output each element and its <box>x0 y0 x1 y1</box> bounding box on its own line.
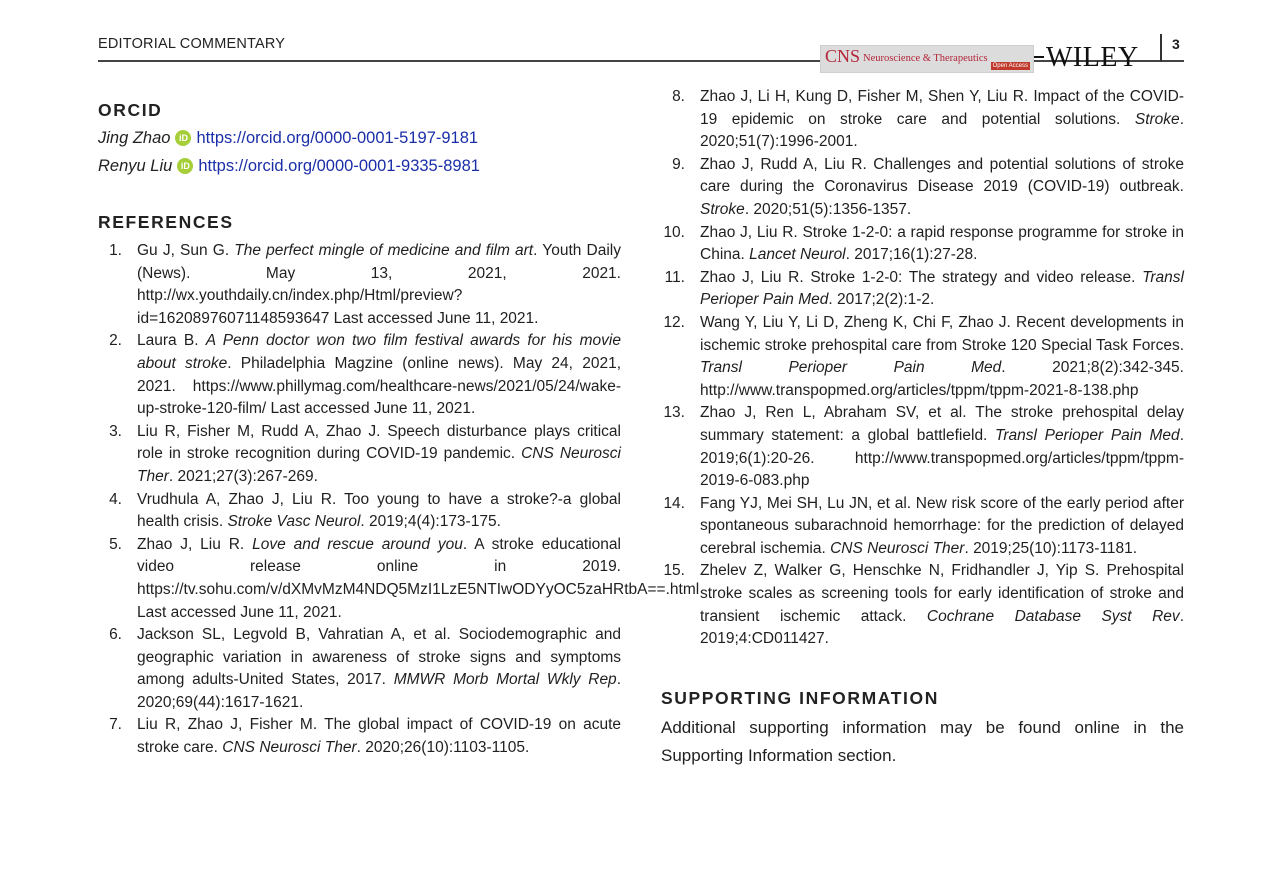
reference-journal-title: A Penn doctor won two film festival awards for his movie about stroke <box>137 332 621 372</box>
reference-number: 1. <box>109 242 122 259</box>
reference-item <box>98 624 621 714</box>
reference-number: 3. <box>109 422 122 440</box>
page-number-divider <box>1160 34 1162 62</box>
reference-text: . 2017;2(2):1-2. <box>828 291 935 309</box>
reference-number: 11. <box>664 268 685 286</box>
journal-logo-abbr: CNS <box>825 46 861 66</box>
orcid-heading: ORCID <box>98 100 163 120</box>
orcid-entry <box>98 155 480 177</box>
reference-number: 9. <box>672 155 685 173</box>
reference-list-right <box>661 86 1184 651</box>
reference-number: 7. <box>109 716 122 734</box>
section-label: EDITORIAL COMMENTARY <box>98 36 286 52</box>
reference-text: . 2021;27(3):267-269. <box>168 467 318 485</box>
reference-item <box>661 493 1184 561</box>
reference-item <box>661 222 1184 267</box>
reference-text: . 2020;51(5):1356-1357. <box>744 200 912 218</box>
reference-item <box>661 312 1184 402</box>
orcid-icon: iD <box>177 158 193 174</box>
reference-text: . 2020;69(44):1617-1621. <box>137 671 621 711</box>
orcid-link[interactable]: https://orcid.org/0000-0001-9335-8981 <box>198 157 480 175</box>
open-access-badge: Open Access <box>992 63 1028 69</box>
reference-text: . 2021;8(2):342-345. http://www.transpopmed.org/articles/tppm/tppm-2021-8-138.php <box>700 359 1184 399</box>
reference-text: Zhao J, Liu R. Stroke 1-2-0: The strategy and video release. <box>700 268 1143 286</box>
author-name: Jing Zhao <box>98 129 171 147</box>
supporting-heading: SUPPORTING INFORMATION <box>661 688 939 708</box>
reference-number: 14. <box>663 494 685 512</box>
page-number: 3 <box>1172 36 1180 52</box>
reference-journal-title: Cochrane Database Syst Rev <box>926 607 1180 625</box>
orcid-icon: iD <box>175 130 191 146</box>
reference-journal-title: CNS Neurosci Ther <box>222 739 357 757</box>
reference-number: 4. <box>109 490 122 508</box>
publisher-logo <box>1034 42 1139 74</box>
reference-text: Jackson SL, Legvold B, Vahratian A, et al. Sociodemographic and geographic variation in awareness of stroke signs and symptoms among adults-United States, 2017. <box>137 626 621 689</box>
author-name: Renyu Liu <box>98 157 173 175</box>
reference-item <box>661 560 1184 650</box>
reference-text: Vrudhula A, Zhao J, Liu R. Too young to have a stroke?-a global health crisis. <box>137 490 621 531</box>
reference-text: . 2017;16(1):27-28. <box>845 246 978 264</box>
reference-number: 6. <box>109 626 122 644</box>
reference-text: Zhao J, Rudd A, Liu R. Challenges and potential solutions of stroke care during the Coronavirus Disease 2019 (COVID-19) outbreak. <box>700 155 1184 196</box>
reference-journal-title: Stroke <box>700 200 745 218</box>
reference-journal-title: CNS Neurosci Ther <box>830 539 965 557</box>
reference-text: Zhelev Z, Walker G, Henschke N, Fridhandler J, Yip S. Prehospital stroke scales as screening tools for early identification of stroke and transient ischemic attack. <box>700 562 1184 625</box>
reference-item <box>98 489 621 534</box>
reference-text: Wang Y, Liu Y, Li D, Zheng K, Chi F, Zhao J. Recent developments in ischemic stroke prehospital care from Stroke 120 Special Task Forces. <box>700 313 1184 354</box>
references-heading: REFERENCES <box>98 212 234 232</box>
reference-text: . Philadelphia Magzine (online news). May 24, 2021, 2021. https://www.phillymag.com/healthcare-news/2021/05/24/wake-up-stroke-120-film/ Last accessed June 11, 2021. <box>137 354 621 418</box>
supporting-text: Additional supporting information may be found online in the Supporting Information section. <box>661 718 1184 765</box>
journal-logo-name: Neuroscience & Therapeutics <box>863 53 988 64</box>
reference-journal-title: Stroke Vasc Neurol <box>227 513 361 531</box>
reference-text: Zhao J, Liu R. <box>137 535 253 553</box>
reference-journal-title: Transl Perioper Pain Med <box>700 359 1002 377</box>
reference-text: Gu J, Sun G. <box>137 242 235 259</box>
reference-journal-title: Stroke <box>1134 110 1180 128</box>
reference-text: Zhao J, Li H, Kung D, Fisher M, Shen Y, Liu R. Impact of the COVID-19 epidemic on stroke care and potential solutions. <box>700 88 1184 128</box>
reference-number: 12. <box>663 313 685 331</box>
reference-item <box>661 154 1184 222</box>
reference-text: . A stroke educational video release online in 2019. https://tv.sohu.com/v/dXMvMzM4NDQ5MzI1LzE5NTIwODYyOC5zaHRtbA==.html Last accessed June 11, 2021. <box>137 535 700 621</box>
reference-journal-title: The perfect mingle of medicine and film art <box>234 242 534 259</box>
reference-text: Fang YJ, Mei SH, Lu JN, et al. New risk score of the early period after spontaneous subarachnoid hemorrhage: for the prediction of delayed cerebral ischemia. <box>700 494 1184 557</box>
reference-item <box>98 330 621 420</box>
reference-text: Zhao J, Ren L, Abraham SV, et al. The stroke prehospital delay summary statement: a global battlefield. <box>700 404 1184 444</box>
reference-item <box>661 86 1184 154</box>
reference-journal-title: Transl Perioper Pain Med <box>995 426 1180 444</box>
reference-number: 5. <box>109 535 122 553</box>
reference-number: 15. <box>663 562 685 580</box>
reference-text: Laura B. <box>137 332 206 350</box>
reference-number: 2. <box>109 332 122 350</box>
reference-item <box>98 714 621 759</box>
reference-item <box>661 402 1184 492</box>
reference-text: . 2020;51(7):1996-2001. <box>700 110 1184 151</box>
reference-text: Zhao J, Liu R. Stroke 1-2-0: a rapid response programme for stroke in China. <box>700 223 1184 264</box>
reference-journal-title: MMWR Morb Mortal Wkly Rep <box>393 671 617 689</box>
reference-text: . 2020;26(10):1103-1105. <box>356 739 530 757</box>
reference-number: 10. <box>663 223 685 241</box>
reference-text: . 2019;6(1):20-26. http://www.transpopmed.org/articles/tppm/tppm-2019-6-083.php <box>700 426 1184 490</box>
reference-text: Liu R, Zhao J, Fisher M. The global impact of COVID-19 on acute stroke care. <box>137 716 621 757</box>
reference-journal-title: Lancet Neurol <box>749 246 846 264</box>
reference-text: Liu R, Fisher M, Rudd A, Zhao J. Speech disturbance plays critical role in stroke recognition during COVID-19 pandemic. <box>137 422 621 463</box>
reference-journal-title: Transl Perioper Pain Med <box>700 268 1184 309</box>
reference-number: 8. <box>672 88 685 105</box>
reference-item <box>98 421 621 489</box>
orcid-link[interactable]: https://orcid.org/0000-0001-5197-9181 <box>196 129 479 147</box>
reference-text: . 2019;4:CD011427. <box>700 607 1184 648</box>
reference-text: . Youth Daily (News). May 13, 2021, 2021. http://wx.youthdaily.cn/index.php/Html/preview?id=16208976071148593647 Last accessed June 11, 2021. <box>137 242 621 327</box>
reference-number: 13. <box>663 404 685 422</box>
reference-journal-title: CNS Neurosci Ther <box>137 445 621 485</box>
reference-journal-title: Love and rescue around you <box>252 535 463 553</box>
journal-logo <box>820 45 1034 73</box>
reference-text: . 2019;4(4):173-175. <box>360 513 501 531</box>
publisher-name: WILEY <box>1046 42 1139 73</box>
reference-item <box>661 267 1184 312</box>
reference-text: . 2019;25(10):1173-1181. <box>964 539 1138 557</box>
orcid-entry <box>98 127 478 149</box>
reference-item <box>98 240 621 330</box>
